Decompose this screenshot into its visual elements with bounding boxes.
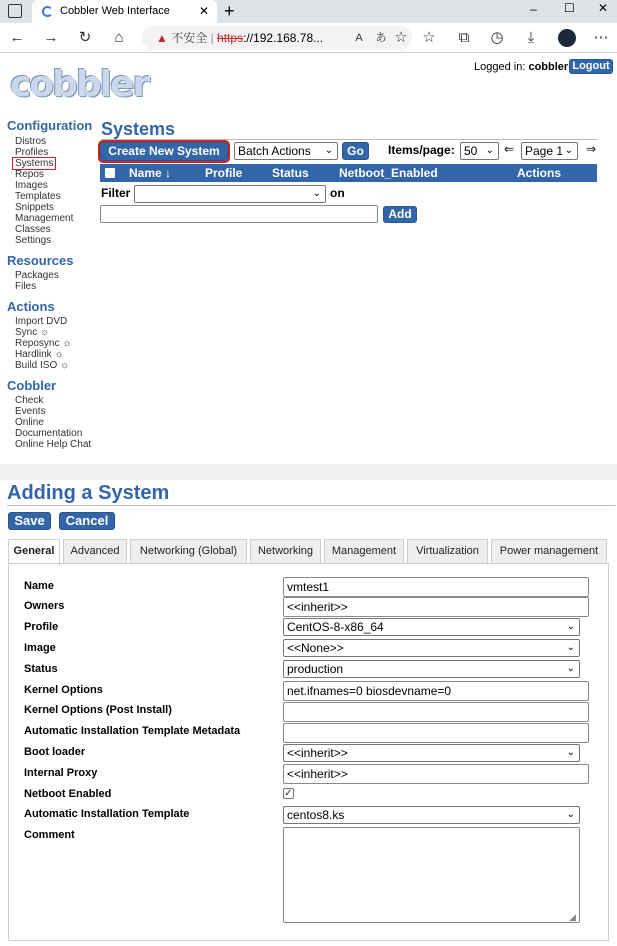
tab-title: Cobbler Web Interface — [60, 5, 170, 17]
browser-nav-bar — [0, 23, 617, 53]
status-select[interactable] — [283, 660, 580, 678]
sidebar-item-online-documentation[interactable]: Online Documentation — [15, 417, 83, 439]
items-per-page-value: 50 — [464, 144, 478, 158]
chevron-down-icon: ⌄ — [485, 145, 494, 156]
section-separator — [0, 464, 617, 480]
translate-icon[interactable]: あ — [375, 32, 387, 44]
batch-actions-value: Batch Actions — [238, 144, 311, 158]
name-label: Name — [24, 580, 54, 592]
owners-label: Owners — [24, 600, 65, 612]
tab-general[interactable]: General — [8, 539, 60, 565]
kernel-options-label: Kernel Options — [24, 684, 103, 696]
chevron-down-icon: ⌄ — [566, 642, 575, 653]
boot-loader-select[interactable] — [283, 744, 580, 762]
tab-networking[interactable]: Networking — [250, 539, 321, 563]
sidebar-item-systems[interactable]: Systems — [12, 157, 56, 170]
autoinstall-meta-label: Automatic Installation Template Metadata — [24, 725, 241, 737]
comment-label: Comment — [24, 829, 75, 841]
url-rest: ://192.168.78... — [243, 31, 324, 45]
browser-tab-bar — [0, 0, 617, 23]
sidebar-item-templates[interactable]: Templates — [15, 191, 61, 202]
security-label: 不安全 — [171, 31, 208, 45]
chevron-down-icon: ⌄ — [566, 621, 575, 632]
forward-icon[interactable]: → — [43, 29, 59, 46]
image-value: <<None>> — [287, 641, 344, 655]
page-value: Page 1 — [525, 144, 564, 158]
history-icon[interactable]: ◷ — [490, 29, 504, 46]
tab-actions-icon[interactable] — [8, 4, 22, 18]
more-menu-icon[interactable]: ⋯ — [593, 29, 609, 46]
chevron-down-icon: ⌄ — [564, 145, 573, 156]
collections-icon[interactable]: ⧉ — [458, 29, 470, 46]
column-status[interactable]: Status — [272, 166, 309, 180]
tab-virtualization[interactable]: Virtualization — [407, 539, 488, 563]
save-button[interactable]: Save — [8, 512, 51, 530]
logged-in-label: Logged in: — [474, 61, 526, 73]
sidebar-item-profiles[interactable]: Profiles — [15, 147, 49, 158]
logged-in-user: cobbler — [528, 61, 569, 73]
address-bar[interactable]: ▲ 不安全 | https://192.168.78... — [142, 26, 412, 50]
tab-close-icon[interactable]: ✕ — [198, 4, 209, 18]
next-page-arrow[interactable]: ⇒ — [586, 142, 597, 156]
sidebar-heading-resources: Resources — [7, 253, 74, 268]
downloads-icon[interactable]: ⤓ — [527, 29, 535, 46]
profile-avatar[interactable] — [558, 29, 576, 47]
autoinstall-template-label: Automatic Installation Template — [24, 808, 190, 820]
image-select[interactable] — [283, 639, 580, 657]
chevron-down-icon: ⌄ — [312, 188, 321, 199]
autoinstall-template-select[interactable] — [283, 806, 580, 824]
page-title-adding-system: Adding a System — [7, 482, 170, 504]
cancel-button[interactable]: Cancel — [59, 512, 115, 530]
comment-textarea[interactable] — [283, 827, 580, 923]
home-icon[interactable]: ⌂ — [114, 29, 124, 46]
sidebar-item-repos[interactable]: Repos — [15, 169, 44, 180]
boot-loader-label: Boot loader — [24, 746, 86, 758]
chevron-down-icon: ⌄ — [324, 145, 333, 156]
items-per-page-select[interactable] — [460, 142, 499, 160]
resize-handle-icon[interactable]: ◢ — [569, 912, 576, 922]
browser-tab[interactable] — [32, 0, 217, 23]
kernel-options-post-input[interactable] — [283, 702, 589, 722]
chevron-down-icon: ⌄ — [566, 809, 575, 820]
systems-title-rule — [101, 139, 597, 140]
page-title-systems: Systems — [101, 119, 176, 139]
login-status — [474, 61, 568, 73]
sidebar-heading-cobbler: Cobbler — [7, 378, 57, 393]
sidebar-item-sync[interactable]: Sync ☼ — [15, 327, 50, 338]
column-actions: Actions — [517, 166, 562, 180]
page-select[interactable] — [521, 142, 578, 160]
select-all-checkbox[interactable] — [105, 168, 115, 178]
sidebar-item-online-help-chat[interactable]: Online Help Chat — [15, 439, 92, 450]
read-aloud-icon[interactable]: A — [355, 32, 363, 44]
sidebar-item-import-dvd[interactable]: Import DVD — [15, 316, 68, 327]
go-button[interactable]: Go — [342, 142, 369, 160]
autoinstall-template-value: centos8.ks — [287, 808, 345, 822]
sidebar-item-management-classes[interactable]: Management Classes — [15, 213, 74, 235]
chevron-down-icon: ⌄ — [566, 747, 575, 758]
items-per-page-label: Items/page: — [388, 143, 455, 157]
logout-button[interactable]: Logout — [569, 59, 613, 74]
sidebar-item-build-iso[interactable]: Build ISO ☼ — [15, 360, 70, 371]
sidebar-heading-configuration: Configuration — [7, 118, 93, 133]
batch-actions-select[interactable] — [234, 142, 338, 160]
minimize-button[interactable]: – — [530, 2, 537, 16]
autoinstall-meta-input[interactable] — [283, 723, 589, 743]
favorite-add-icon[interactable]: ☆ — [394, 29, 408, 46]
sidebar-heading-actions: Actions — [7, 299, 55, 314]
favorites-icon[interactable]: ☆ — [422, 29, 436, 46]
warning-icon: ▲ — [156, 31, 168, 45]
prev-page-arrow[interactable]: ⇐ — [504, 142, 515, 156]
status-value: production — [287, 662, 344, 676]
kernel-options-input[interactable]: net.ifnames=0 biosdevname=0 — [283, 681, 589, 701]
netboot-enabled-checkbox[interactable]: ✓ — [284, 788, 293, 799]
column-netboot-enabled[interactable]: Netboot_Enabled — [339, 166, 438, 180]
filter-on-label: on — [330, 186, 345, 200]
internal-proxy-label: Internal Proxy — [24, 767, 98, 779]
chevron-down-icon: ⌄ — [566, 663, 575, 674]
profile-label: Profile — [24, 621, 59, 633]
sidebar-item-hardlink[interactable]: Hardlink ☼ — [15, 349, 64, 360]
profile-value: CentOS-8-x86_64 — [287, 620, 384, 634]
filter-value-input[interactable] — [100, 205, 378, 223]
create-new-system-button[interactable]: Create New System — [100, 142, 228, 161]
column-name[interactable]: Name ↓ — [129, 166, 172, 180]
profile-select[interactable] — [283, 618, 580, 636]
filter-label: Filter — [101, 186, 131, 200]
maximize-button[interactable]: ☐ — [564, 1, 575, 15]
systems-table-header — [100, 164, 597, 182]
sidebar-item-reposync[interactable]: Reposync ☼ — [15, 338, 72, 349]
new-tab-button[interactable]: + — [224, 1, 235, 21]
sidebar-item-images[interactable]: Images — [15, 180, 48, 191]
image-label: Image — [24, 642, 56, 654]
tab-power-management[interactable]: Power management — [491, 539, 607, 563]
internal-proxy-input[interactable]: <<inherit>> — [283, 764, 589, 784]
sidebar-item-files[interactable]: Files — [15, 281, 37, 292]
sidebar-item-snippets[interactable]: Snippets — [15, 202, 54, 213]
netboot-enabled-label: Netboot Enabled — [24, 788, 112, 800]
sidebar-item-settings[interactable]: Settings — [15, 235, 52, 246]
tab-advanced[interactable]: Advanced — [63, 539, 127, 563]
filter-field-select[interactable] — [134, 185, 326, 203]
sidebar-item-events[interactable]: Events — [15, 406, 46, 417]
form-title-rule — [7, 505, 615, 506]
refresh-icon[interactable]: ↻ — [78, 29, 92, 46]
sidebar-item-distros[interactable]: Distros — [15, 136, 47, 147]
cobbler-logo: cobbler — [10, 64, 149, 105]
add-filter-button[interactable]: Add — [383, 206, 417, 223]
owners-input[interactable]: <<inherit>> — [283, 597, 589, 617]
back-icon[interactable]: ← — [9, 29, 25, 46]
boot-loader-value: <<inherit>> — [287, 746, 348, 760]
url-scheme: https — [217, 31, 244, 45]
name-input[interactable]: vmtest1 — [283, 577, 589, 597]
tab-management[interactable]: Management — [324, 539, 404, 563]
close-window-button[interactable]: ✕ — [598, 1, 609, 15]
sidebar-item-check[interactable]: Check — [15, 395, 44, 406]
sidebar-item-packages[interactable]: Packages — [15, 270, 59, 281]
tab-networking-global[interactable]: Networking (Global) — [130, 539, 247, 563]
kernel-options-post-label: Kernel Options (Post Install) — [24, 704, 172, 716]
cobbler-favicon-icon — [42, 6, 53, 17]
status-label: Status — [24, 663, 58, 675]
column-profile[interactable]: Profile — [205, 166, 243, 180]
